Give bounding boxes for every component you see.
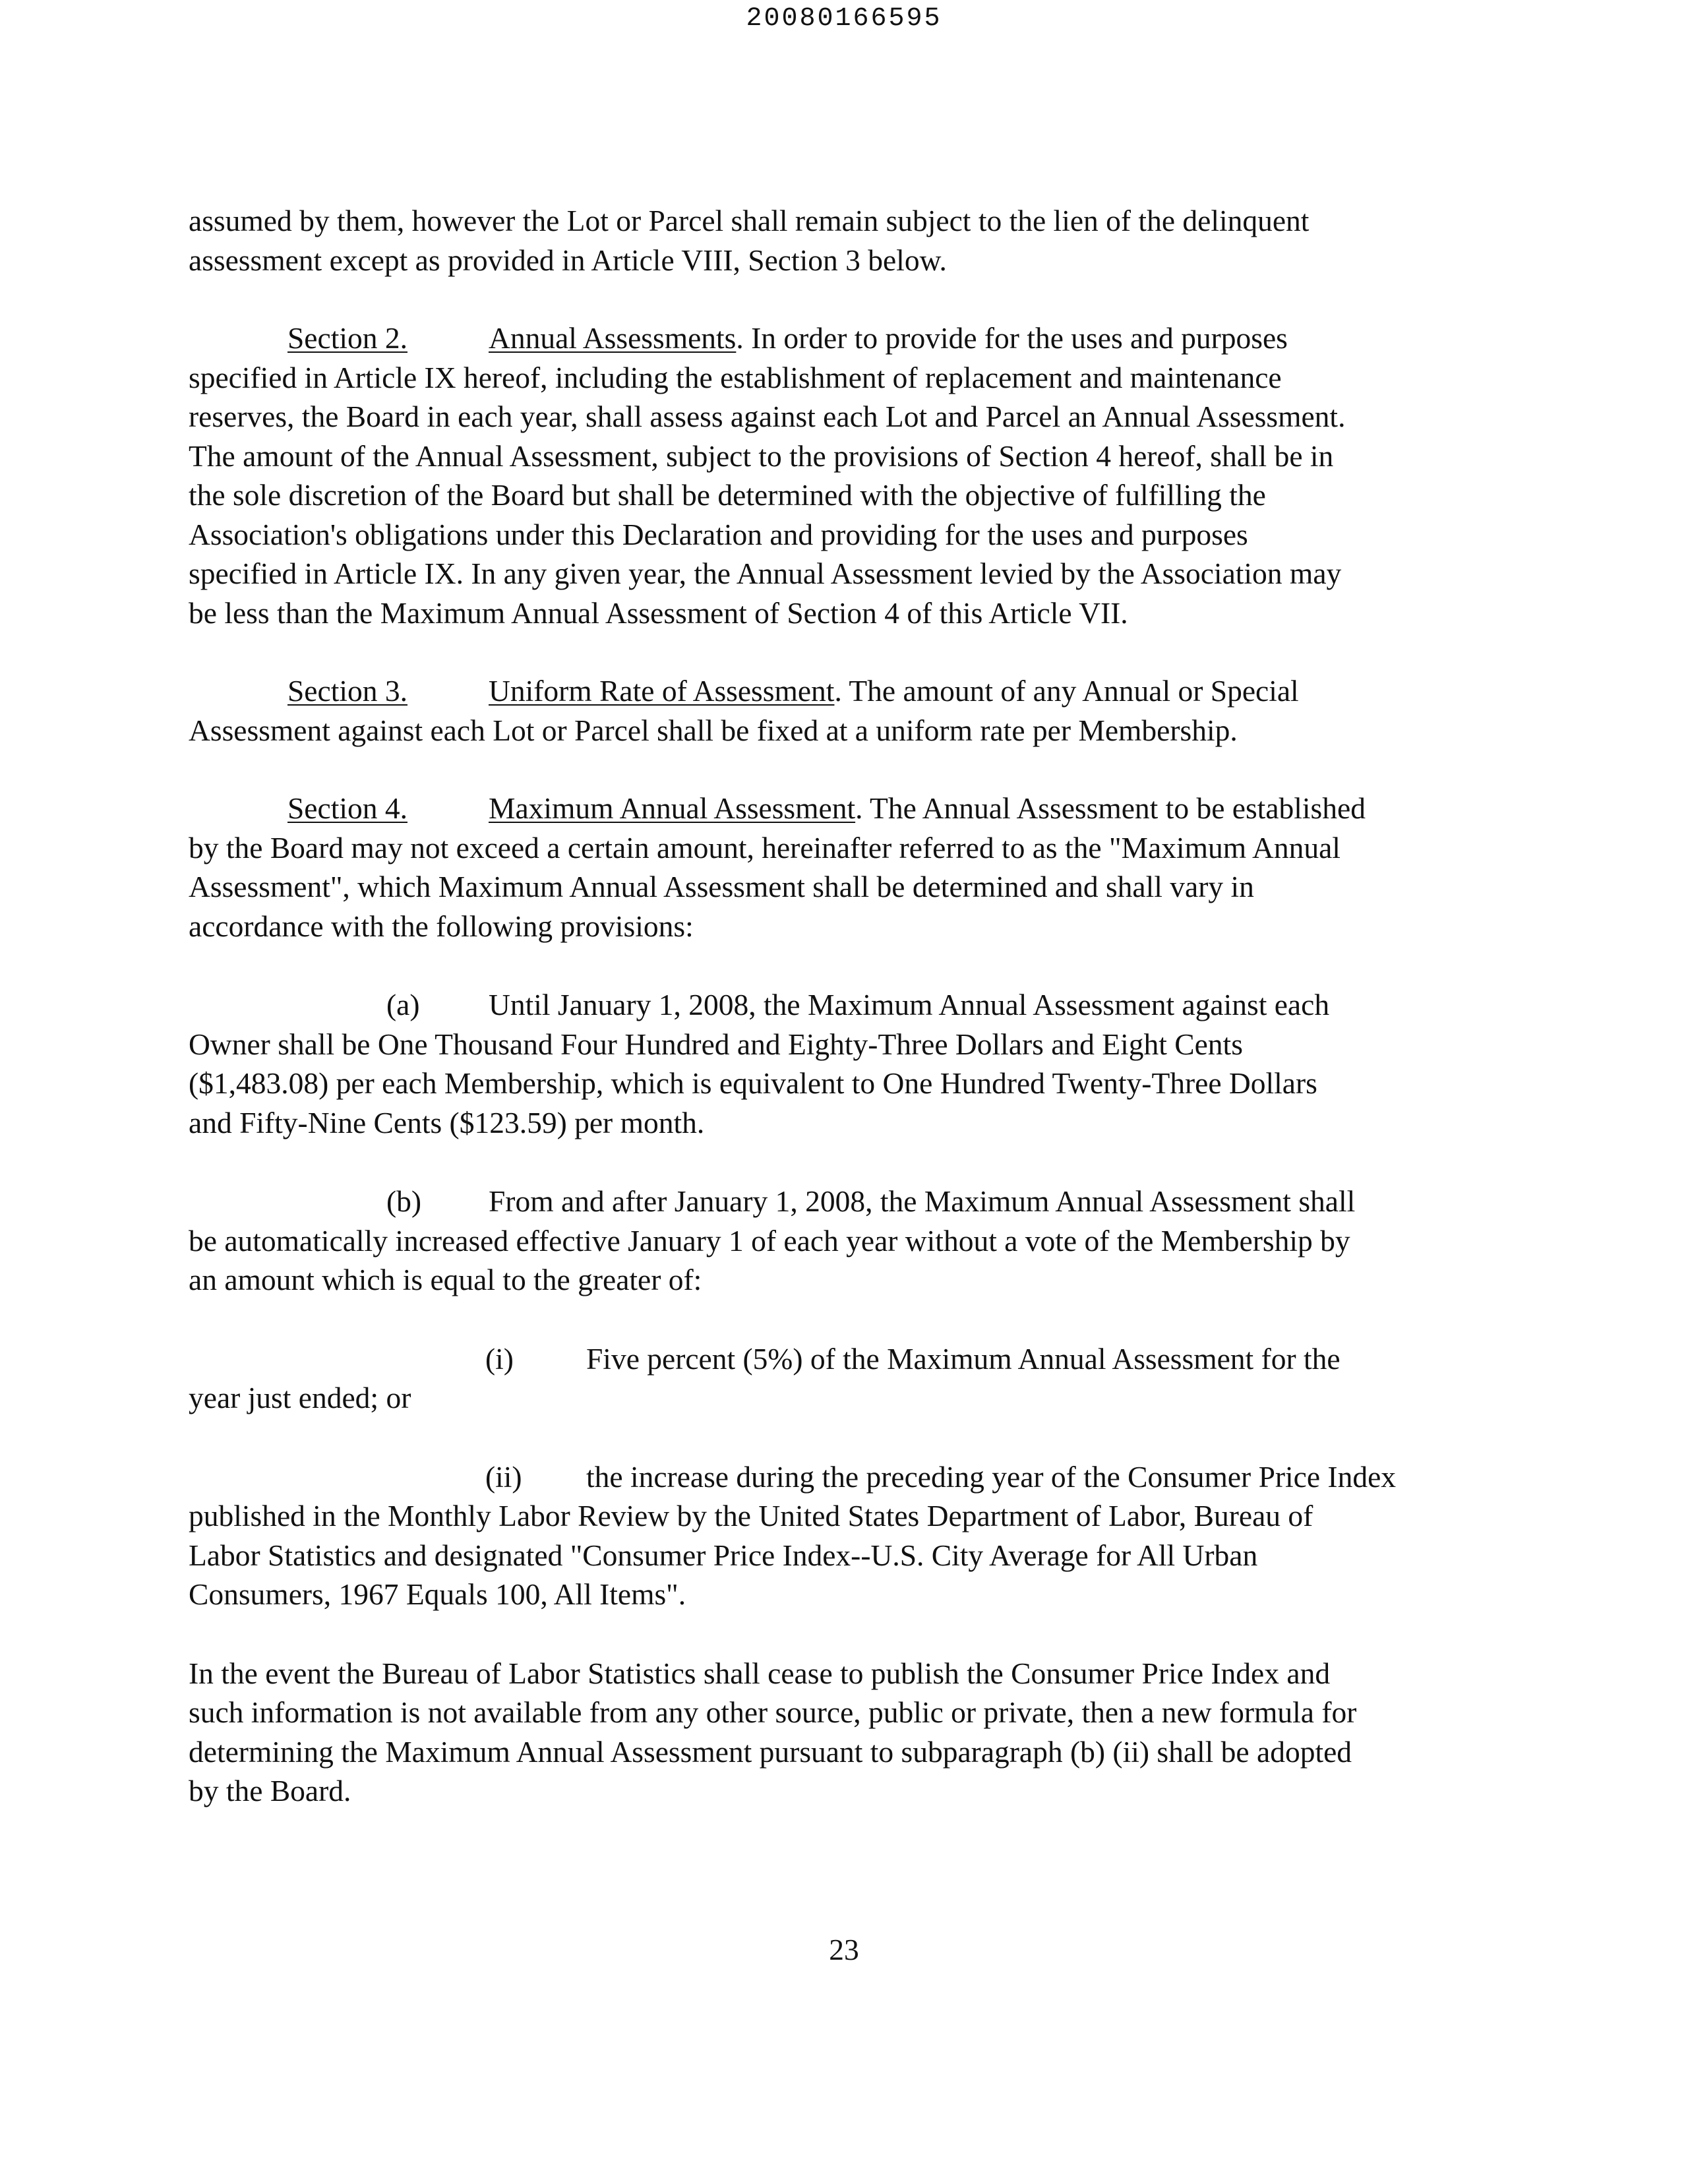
subparagraph-label: (b) — [386, 1184, 422, 1218]
text-line: . The Annual Assessment to be established — [855, 791, 1366, 825]
text-line: . In order to provide for the uses and purposes — [736, 321, 1288, 355]
section-2 — [189, 318, 1481, 632]
page-body — [189, 201, 1481, 1811]
text-line: From and after January 1, 2008, the Maximum Annual Assessment shall — [489, 1184, 1356, 1218]
text-line: accordance with the following provisions: — [189, 909, 694, 943]
text-line: Owner shall be One Thousand Four Hundred and Eighty-Three Dollars and Eight Cents — [189, 1027, 1243, 1061]
section-4 — [189, 789, 1481, 946]
text-line: specified in Article IX. In any given year, the Annual Assessment levied by the Association may — [189, 557, 1342, 590]
text-line: specified in Article IX hereof, including the establishment of replacement and maintenance — [189, 360, 1282, 394]
text-line: The amount of the Annual Assessment, subject to the provisions of Section 4 hereof, shall be in — [189, 439, 1334, 473]
text-line: and Fifty-Nine Cents ($123.59) per month. — [189, 1105, 705, 1139]
document-number: 20080166595 — [746, 4, 942, 34]
text-line: reserves, the Board in each year, shall assess against each Lot and Parcel an Annual Assessment. — [189, 400, 1346, 433]
text-line: Five percent (5%) of the Maximum Annual Assessment for the — [586, 1341, 1341, 1376]
text-line: by the Board. — [189, 1774, 351, 1807]
subparagraph-label: (a) — [386, 988, 420, 1021]
text-line: Until January 1, 2008, the Maximum Annual Assessment against each — [489, 988, 1330, 1021]
text-line: published in the Monthly Labor Review by the United States Department of Labor, Bureau of — [189, 1499, 1313, 1532]
text-line: ($1,483.08) per each Membership, which is equivalent to One Hundred Twenty-Three Dollars — [189, 1066, 1317, 1100]
subparagraph-i — [189, 1339, 1481, 1418]
text-line: In the event the Bureau of Labor Statistics shall cease to publish the Consumer Price Index and — [189, 1656, 1331, 1690]
subparagraph-ii — [189, 1457, 1481, 1614]
text-line: Consumers, 1967 Equals 100, All Items". — [189, 1577, 686, 1611]
text-line: Assessment", which Maximum Annual Assessment shall be determined and shall vary in — [189, 870, 1254, 903]
page-number: 23 — [829, 1933, 859, 1966]
subparagraph-label: (i) — [485, 1341, 514, 1376]
section-title: Uniform Rate of Assessment — [489, 674, 835, 708]
section-number: Section 4. — [287, 791, 407, 825]
text-line: year just ended; or — [189, 1381, 411, 1414]
text-line: assumed by them, however the Lot or Parcel shall remain subject to the lien of the delinquent — [189, 204, 1310, 237]
text-line: such information is not available from any other source, public or private, then a new formula for — [189, 1695, 1357, 1729]
text-line: the increase during the preceding year of the Consumer Price Index — [586, 1459, 1397, 1494]
text-line: be less than the Maximum Annual Assessment of Section 4 of this Article VII. — [189, 595, 1128, 630]
text-line: be automatically increased effective January 1 of each year without a vote of the Membership by — [189, 1223, 1350, 1258]
section-title: Annual Assessments — [489, 321, 737, 355]
text-line: by the Board may not exceed a certain amount, hereinafter referred to as the "Maximum Annual — [189, 830, 1341, 864]
text-line: determining the Maximum Annual Assessment pursuant to subparagraph (b) (ii) shall be adopted — [189, 1734, 1352, 1769]
paragraph-continuation — [189, 201, 1481, 280]
text-line: . The amount of any Annual or Special — [834, 674, 1299, 708]
text-line: Association's obligations under this Declaration and providing for the uses and purposes — [189, 517, 1248, 551]
text-line: an amount which is equal to the greater of: — [189, 1263, 702, 1296]
section-number: Section 3. — [287, 674, 407, 708]
section-title: Maximum Annual Assessment — [489, 791, 856, 825]
subparagraph-a — [189, 985, 1481, 1142]
text-line: Assessment against each Lot or Parcel shall be fixed at a uniform rate per Membership. — [189, 713, 1238, 747]
closing-paragraph — [189, 1654, 1481, 1811]
subparagraph-b — [189, 1182, 1481, 1300]
subparagraph-label: (ii) — [485, 1459, 522, 1494]
section-3 — [189, 671, 1481, 750]
section-number: Section 2. — [287, 321, 407, 355]
text-line: the sole discretion of the Board but shall be determined with the objective of fulfilling the — [189, 478, 1266, 512]
text-line: Labor Statistics and designated "Consumer Price Index--U.S. City Average for All Urban — [189, 1538, 1258, 1572]
text-line: assessment except as provided in Article VIII, Section 3 below. — [189, 243, 947, 277]
